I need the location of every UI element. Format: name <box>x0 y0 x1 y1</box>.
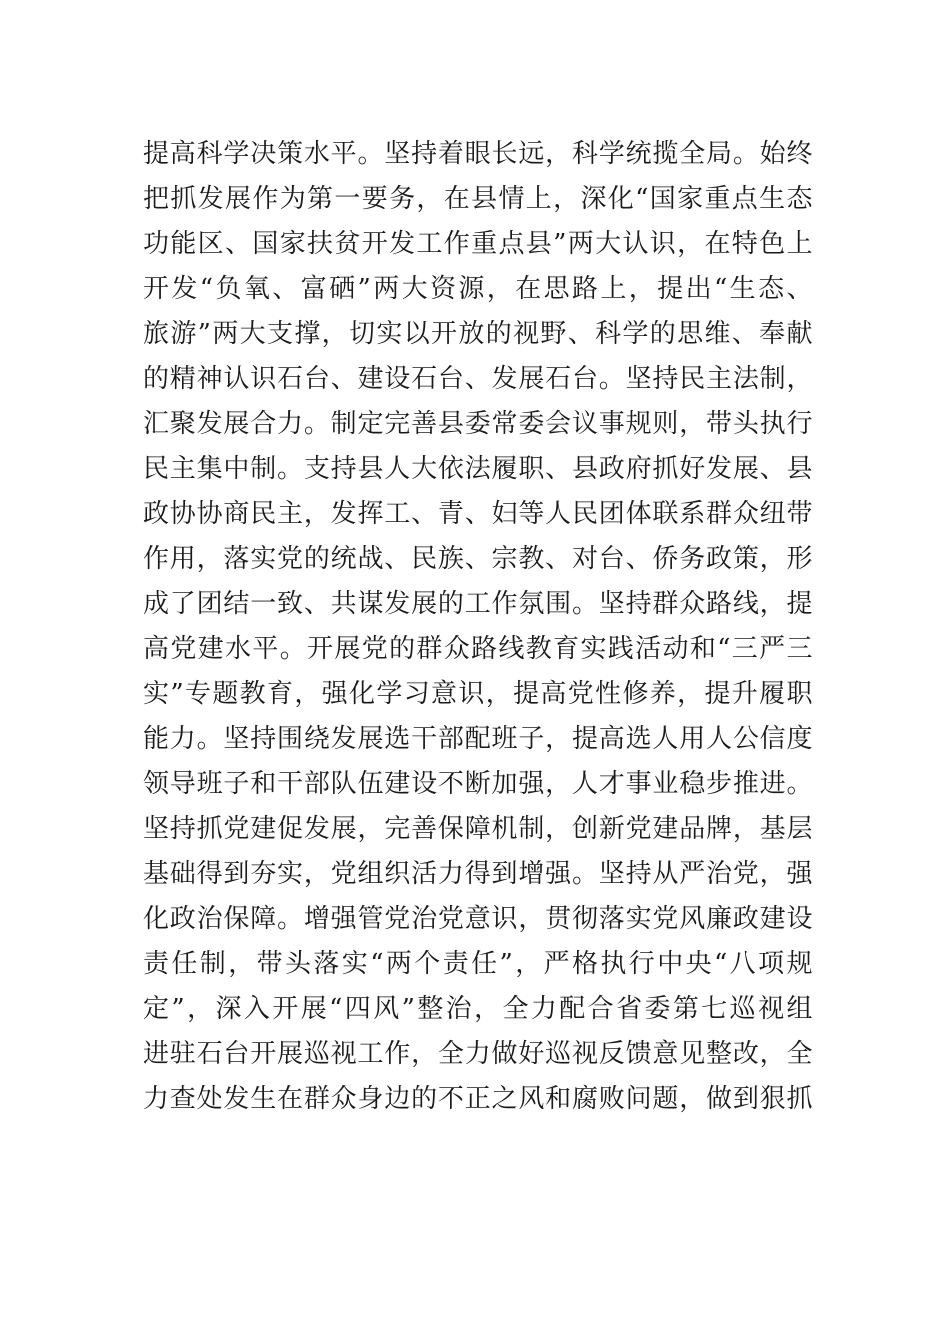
text-line: 把抓发展作为第一要务，在县情上，深化“国家重点生态 <box>143 184 813 214</box>
text-line: 能力。坚持围绕发展选干部配班子，提高选人用人公信度 <box>143 724 813 754</box>
text-line: 化政治保障。增强管党治党意识，贯彻落实党风廉政建设 <box>143 904 813 934</box>
text-line: 成了团结一致、共谋发展的工作氛围。坚持群众路线，提 <box>143 589 813 619</box>
text-line: 民主集中制。支持县人大依法履职、县政府抓好发展、县 <box>143 454 813 484</box>
text-line: 基础得到夯实，党组织活力得到增强。坚持从严治党，强 <box>143 859 813 889</box>
text-line: 力查处发生在群众身边的不正之风和腐败问题，做到狠抓 <box>143 1084 813 1114</box>
text-line: 坚持抓党建促发展，完善保障机制，创新党建品牌，基层 <box>143 814 813 844</box>
text-line: 高党建水平。开展党的群众路线教育实践活动和“三严三 <box>143 634 813 664</box>
text-line: 提高科学决策水平。坚持着眼长远，科学统揽全局。始终 <box>143 139 813 169</box>
text-line: 旅游”两大支撑，切实以开放的视野、科学的思维、奉献 <box>143 319 813 349</box>
text-line: 进驻石台开展巡视工作，全力做好巡视反馈意见整改，全 <box>143 1039 813 1069</box>
text-line: 领导班子和干部队伍建设不断加强，人才事业稳步推进。 <box>143 769 813 799</box>
text-line: 功能区、国家扶贫开发工作重点县”两大认识，在特色上 <box>143 229 813 259</box>
text-line: 实”专题教育，强化学习意识，提高党性修养，提升履职 <box>143 679 813 709</box>
text-line: 政协协商民主，发挥工、青、妇等人民团体联系群众纽带 <box>143 499 813 529</box>
text-line: 开发“负氧、富硒”两大资源，在思路上，提出“生态、 <box>143 274 813 304</box>
text-line: 定”，深入开展“四风”整治，全力配合省委第七巡视组 <box>143 994 813 1024</box>
text-line: 的精神认识石台、建设石台、发展石台。坚持民主法制， <box>143 364 813 394</box>
body-text <box>143 132 813 1122</box>
text-line: 责任制，带头落实“两个责任”，严格执行中央“八项规 <box>143 949 813 979</box>
text-line: 作用，落实党的统战、民族、宗教、对台、侨务政策，形 <box>143 544 813 574</box>
text-line: 汇聚发展合力。制定完善县委常委会议事规则，带头执行 <box>143 409 813 439</box>
